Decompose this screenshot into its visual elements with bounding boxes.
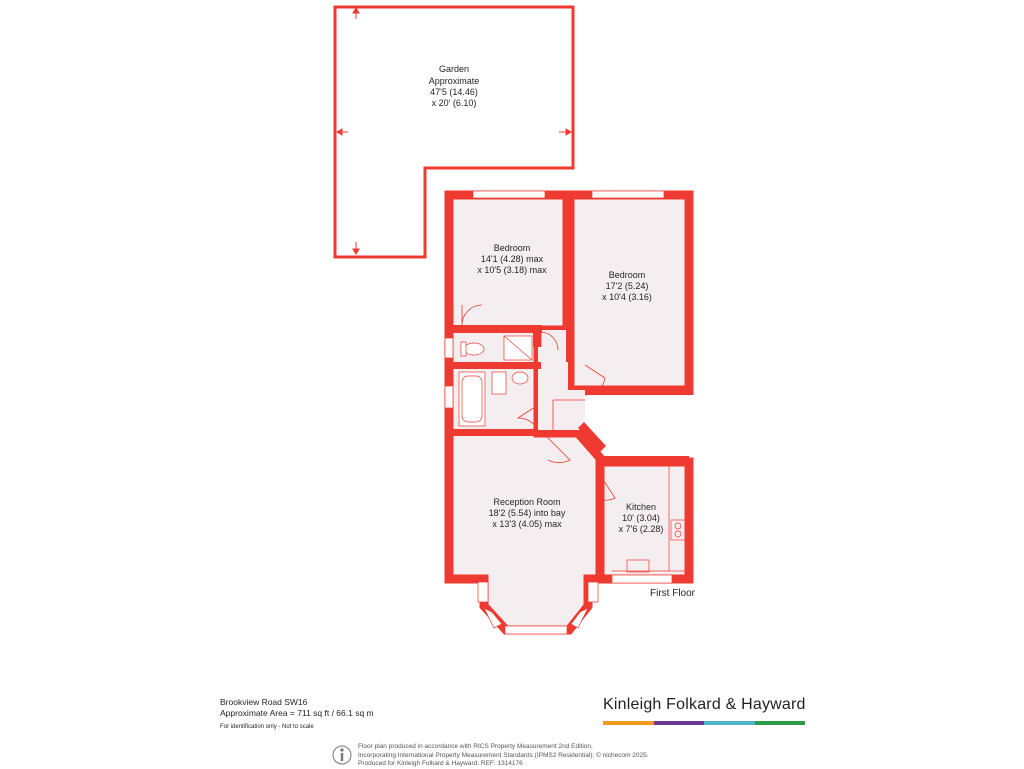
address-block [220, 697, 374, 733]
svg-text:14'1 (4.28) max: 14'1 (4.28) max [480, 254, 544, 264]
floor-label: First Floor [650, 588, 695, 599]
footer-line-2: Incorporating International Property Measurement Standards (IPMS2 Residential). © nichecom 2025. [358, 751, 649, 759]
approximate-area: Approximate Area = 711 sq ft / 66.1 sq m [220, 708, 374, 718]
svg-text:x 7'6 (2.28): x 7'6 (2.28) [618, 524, 664, 534]
svg-text:Kitchen: Kitchen [625, 502, 657, 512]
footer [332, 743, 649, 769]
brand-block [603, 696, 805, 725]
svg-text:x 20' (6.10): x 20' (6.10) [431, 98, 477, 108]
brand-bar-green [755, 721, 806, 725]
svg-text:Reception Room: Reception Room [493, 497, 561, 507]
svg-text:x 13'3 (4.05) max: x 13'3 (4.05) max [492, 519, 562, 529]
disclaimer: For identification only - Not to scale [220, 724, 314, 730]
footer-line-1: Floor plan produced in accordance with RICS Property Measurement 2nd Edition, [358, 743, 593, 750]
svg-text:Approximate: Approximate [428, 76, 480, 86]
svg-text:47'5 (14.46): 47'5 (14.46) [430, 87, 478, 97]
brand-name: Kinleigh Folkard & Hayward [603, 696, 806, 713]
reception-label [489, 497, 566, 529]
footer-text [358, 743, 649, 769]
svg-text:x 10'5 (3.18) max: x 10'5 (3.18) max [477, 265, 547, 275]
brand-color-bar [603, 721, 805, 725]
address-street: Brookview Road SW16 [220, 697, 308, 707]
brand-bar-orange [603, 721, 654, 725]
svg-text:Garden: Garden [438, 64, 470, 74]
svg-text:10' (3.04): 10' (3.04) [622, 513, 660, 523]
person-info-icon [332, 743, 352, 767]
svg-text:18'2 (5.54) into bay: 18'2 (5.54) into bay [488, 508, 566, 518]
svg-text:17'2 (5.24): 17'2 (5.24) [605, 281, 649, 291]
svg-text:Bedroom: Bedroom [493, 243, 531, 253]
brand-bar-purple [654, 721, 705, 725]
svg-text:x 10'4 (3.16): x 10'4 (3.16) [602, 292, 652, 302]
footer-line-3: Produced for Kinleigh Folkard & Hayward. REF: 1314176 [358, 760, 523, 767]
brand-bar-cyan [704, 721, 755, 725]
svg-text:Bedroom: Bedroom [608, 270, 646, 280]
bedroom-2-label [602, 270, 652, 302]
